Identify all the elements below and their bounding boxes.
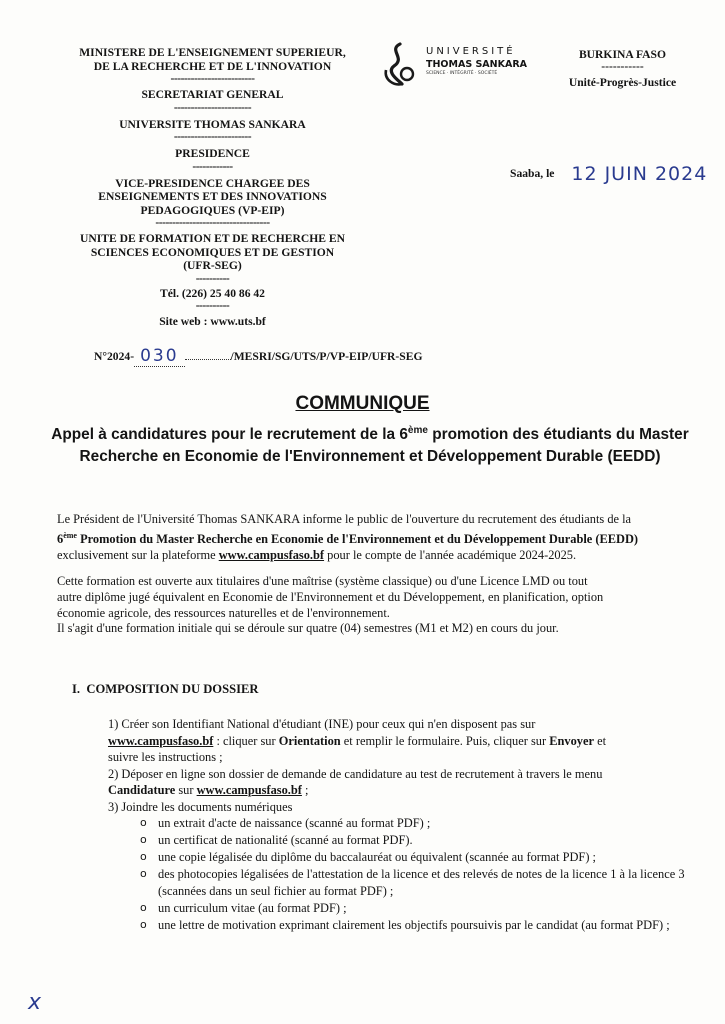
document-item: o un certificat de nationalité (scanné au format PDF). [140, 832, 690, 849]
subtitle-superscript: ème [407, 425, 428, 436]
step-text: suivre les instructions ; [108, 750, 223, 764]
reference-blank [185, 359, 231, 360]
document-item: o un extrait d'acte de naissance (scanné au format PDF) ; [140, 815, 690, 832]
intro-text: Le Président de l'Université Thomas SANKARA informe le public de l'ouverture du recrutement des étudiants de la [57, 512, 632, 526]
administrative-header [60, 46, 365, 329]
documents-list [140, 815, 690, 934]
campusfaso-link[interactable]: www.campusfaso.bf [196, 783, 302, 797]
separator: ----------------------- [173, 100, 252, 114]
section-heading [72, 682, 259, 697]
campusfaso-link[interactable]: www.campusfaso.bf [218, 547, 325, 562]
presidence-label: PRESIDENCE [175, 147, 250, 160]
vice-presidence-line: VICE-PRESIDENCE CHARGEE DES [115, 176, 310, 190]
campusfaso-link[interactable]: www.campusfaso.bf [108, 733, 214, 748]
step-text: et remplir le formulaire. Puis, cliquer sur [340, 733, 550, 748]
intro-text: 6 [57, 531, 64, 546]
step-text: 1) Créer son Identifiant National d'étudiant (INE) pour ceux qui n'en disposent pas sur [108, 717, 536, 731]
country-header [555, 48, 690, 90]
document-item: o un curriculum vitae (au format PDF) ; [140, 900, 690, 917]
subtitle-text: Appel à candidatures pour le recrutement de la 6 [51, 426, 408, 444]
intro-superscript: ème [63, 530, 77, 540]
country-name: BURKINA FASO [578, 48, 667, 61]
step-text: ; [301, 783, 309, 797]
ufr-line: UNITE DE FORMATION ET DE RECHERCHE EN [80, 232, 345, 245]
intro-program-name: Promotion du Master Recherche en Economie de l'Environnement et du Développement Durable (EEDD) [76, 531, 639, 546]
candidature-keyword: Candidature [108, 783, 176, 797]
section-title: COMPOSITION DU DOSSIER [86, 682, 259, 696]
eligibility-paragraph [57, 574, 689, 637]
separator: ----------------------- [173, 130, 252, 143]
eligibility-text: Il s'agit d'une formation initiale qui se déroule sur quatre (04) semestres (M1 et M2) en cours du jour. [57, 621, 559, 636]
logo-tagline: SCIENCE · INTÉGRITÉ · SOCIÉTÉ [426, 71, 498, 76]
eligibility-text: économie agricole, des ressources naturelles et de l'environnement. [57, 605, 390, 620]
document-subtitle [50, 420, 690, 468]
reference-prefix: N°2024- [94, 350, 135, 363]
orientation-keyword: Orientation [278, 733, 341, 748]
document-title: COMMUNIQUE [295, 393, 430, 414]
subtitle-text: promotion des étudiants du Master Recherche en Economie de l'Environnement et Développement Durable (EEDD) [79, 426, 689, 466]
secretariat-label: SECRETARIAT GENERAL [141, 88, 284, 101]
vice-presidence-line: ENSEIGNEMENTS ET DES INNOVATIONS [98, 190, 327, 203]
reference-suffix: /MESRI/SG/UTS/P/VP-EIP/UFR-SEG [230, 350, 423, 363]
separator: ------------------------- [170, 72, 255, 85]
handwritten-margin-mark: x [28, 990, 42, 1015]
steps-list [108, 716, 688, 815]
document-item: o des photocopies légalisées de l'attestation de la licence et des relevés de notes de la licence 1 à la licence 3 (scannées dans un seul fichier au format PDF) ; [140, 866, 690, 900]
step-text: 3) Joindre les documents numériques [108, 799, 293, 814]
eligibility-text: autre diplôme jugé équivalent en Economie de l'Environnement et du Développement, en planification, option [57, 589, 604, 604]
ufr-line: (UFR-SEG) [183, 259, 242, 272]
date-line [510, 160, 708, 185]
separator: ---------- [195, 299, 230, 312]
separator: ---------------------------------- [155, 216, 270, 229]
website: Site web : www.uts.bf [159, 315, 266, 328]
intro-text: exclusivement sur la plateforme [57, 547, 219, 562]
envoyer-keyword: Envoyer [549, 733, 594, 748]
separator: ------------ [192, 159, 233, 173]
step-text: et [593, 733, 607, 748]
document-item: o une copie légalisée du diplôme du baccalauréat ou équivalent (scannée au format PDF) ; [140, 849, 690, 866]
date-place: Saaba, le [510, 167, 555, 180]
logo-university-word: UNIVERSITÉ [426, 46, 516, 57]
reference-number [94, 345, 422, 366]
ministry-line: MINISTERE DE L'ENSEIGNEMENT SUPERIEUR, [79, 46, 346, 59]
step-text: : cliquer sur [213, 733, 279, 748]
university-label: UNIVERSITE THOMAS SANKARA [119, 117, 306, 131]
university-logo [380, 40, 530, 88]
step-text: 2) Déposer en ligne son dossier de demande de candidature au test de recrutement à travers le menu [108, 766, 603, 781]
logo-name: THOMAS SANKARA [426, 59, 527, 70]
reference-handwritten-number: 030 [134, 346, 184, 367]
eligibility-text: Cette formation est ouverte aux titulaires d'une maîtrise (système classique) ou d'une Licence LMD ou tout [57, 574, 588, 588]
date-stamp: 12 JUIN 2024 [571, 163, 708, 185]
intro-text: pour le compte de l'année académique 2024-2025. [324, 547, 577, 562]
document-item: o une lettre de motivation exprimant clairement les objectifs poursuivis par le candidat (au format PDF) ; [140, 917, 690, 934]
step-text: sur [175, 783, 197, 797]
national-motto: Unité-Progrès-Justice [568, 76, 677, 89]
telephone: Tél. (226) 25 40 86 42 [160, 286, 265, 300]
separator: ---------- [195, 271, 230, 285]
section-number: I. [72, 682, 81, 696]
separator: ----------- [601, 60, 644, 73]
intro-paragraph [57, 512, 689, 564]
ufr-line: SCIENCES ECONOMIQUES ET DE GESTION [90, 245, 335, 259]
vice-presidence-line: PEDAGOGIQUES (VP-EIP) [140, 203, 285, 217]
ministry-line: DE LA RECHERCHE ET DE L'INNOVATION [93, 59, 332, 73]
